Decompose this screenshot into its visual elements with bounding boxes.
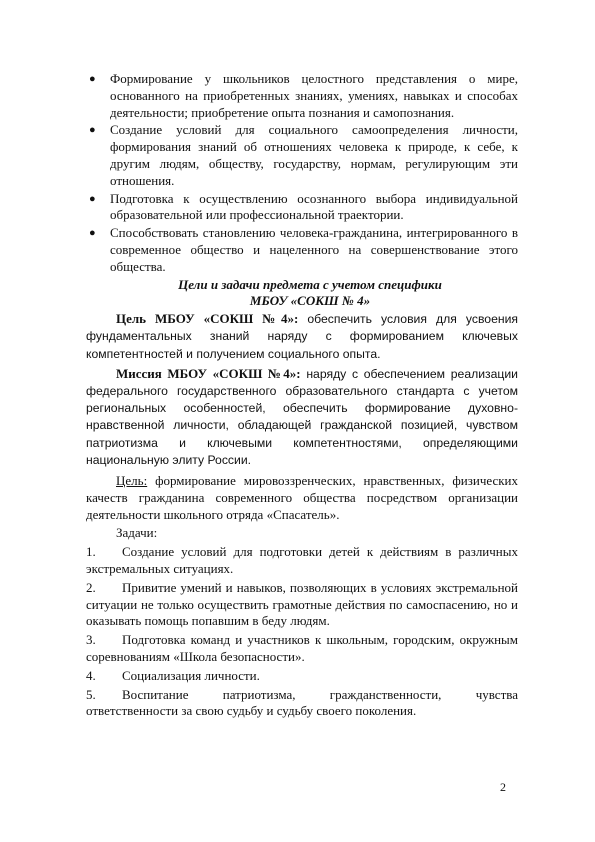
bullet-icon: ● bbox=[89, 192, 96, 205]
tasks-heading: Задачи: bbox=[116, 525, 158, 541]
page-number: 2 bbox=[500, 780, 506, 794]
squad-goal-paragraph: Цель: формирование мировоззренческих, нравственных, физических качеств гражданина современного общества посредством организации деятельности школьного отряда «Спасатель». bbox=[86, 472, 518, 522]
section-heading: Цели и задачи предмета с учетом специфики МБОУ «СОКШ № 4» bbox=[178, 276, 442, 309]
bullet-icon: ● bbox=[89, 73, 96, 85]
bullet-item: ● Способствовать становлению человека-гражданина, интегрированного в современное общество и нацеленного на совершенствование этого общества. bbox=[89, 225, 518, 274]
bullet-item: ● Создание условий для социального самоопределения личности, формирования знаний об отношениях человека к природе, к себе, к другим людям, обществу, государству, нормам, регулирующим эти отношения. bbox=[89, 122, 518, 188]
bullet-icon: ● bbox=[89, 227, 96, 240]
page-content bbox=[86, 71, 518, 720]
bullet-icon: ● bbox=[89, 124, 96, 137]
task-item: 1. Создание условий для подготовки детей к действиям в различных экстремальных ситуациях. bbox=[86, 544, 518, 576]
school-mission-paragraph: Миссия МБОУ «СОКШ №4»: наряду с обеспечением реализации федерального государственного образовательного стандарта с учетом региональных особенностей, обеспечить формирование духовно-нравственной личности, обладающей гражданской позицией, чувством патриотизма и ключевыми компетентностями, определяющими национальную элиту России. bbox=[86, 365, 518, 467]
task-item: 5. Воспитание патриотизма, гражданственности, чувства ответственности за свою судьбу и судьбу своего поколения. bbox=[86, 686, 518, 719]
task-item: 3. Подготовка команд и участников к школьным, городским, окружным соревнованиям «Школа безопасности». bbox=[86, 632, 518, 664]
bullet-item: ● Подготовка к осуществлению осознанного выбора индивидуальной образовательной или профессиональной траектории. bbox=[89, 190, 518, 223]
goals-bullet-list bbox=[86, 71, 518, 276]
school-goal-paragraph: Цель МБОУ «СОКШ №4»: обеспечить условия для усвоения фундаментальных знаний наряду с формированием ключевых компетентностей и получением социального опыта. bbox=[86, 311, 518, 361]
task-item: 2. Привитие умений и навыков, позволяющих в условиях экстремальной ситуации не только осуществить грамотные действия по самоспасению, но и оказывать помощь попавшим в беду людям. bbox=[86, 579, 518, 629]
task-item: 4. Социализация личности. bbox=[86, 667, 260, 683]
bullet-item: ● Формирование у школьников целостного представления о мире, основанного на приобретенных знаниях, умениях, навыках и способах деятельности; приобретение опыта познания и самопознания. bbox=[89, 71, 518, 120]
tasks-list bbox=[86, 544, 518, 720]
